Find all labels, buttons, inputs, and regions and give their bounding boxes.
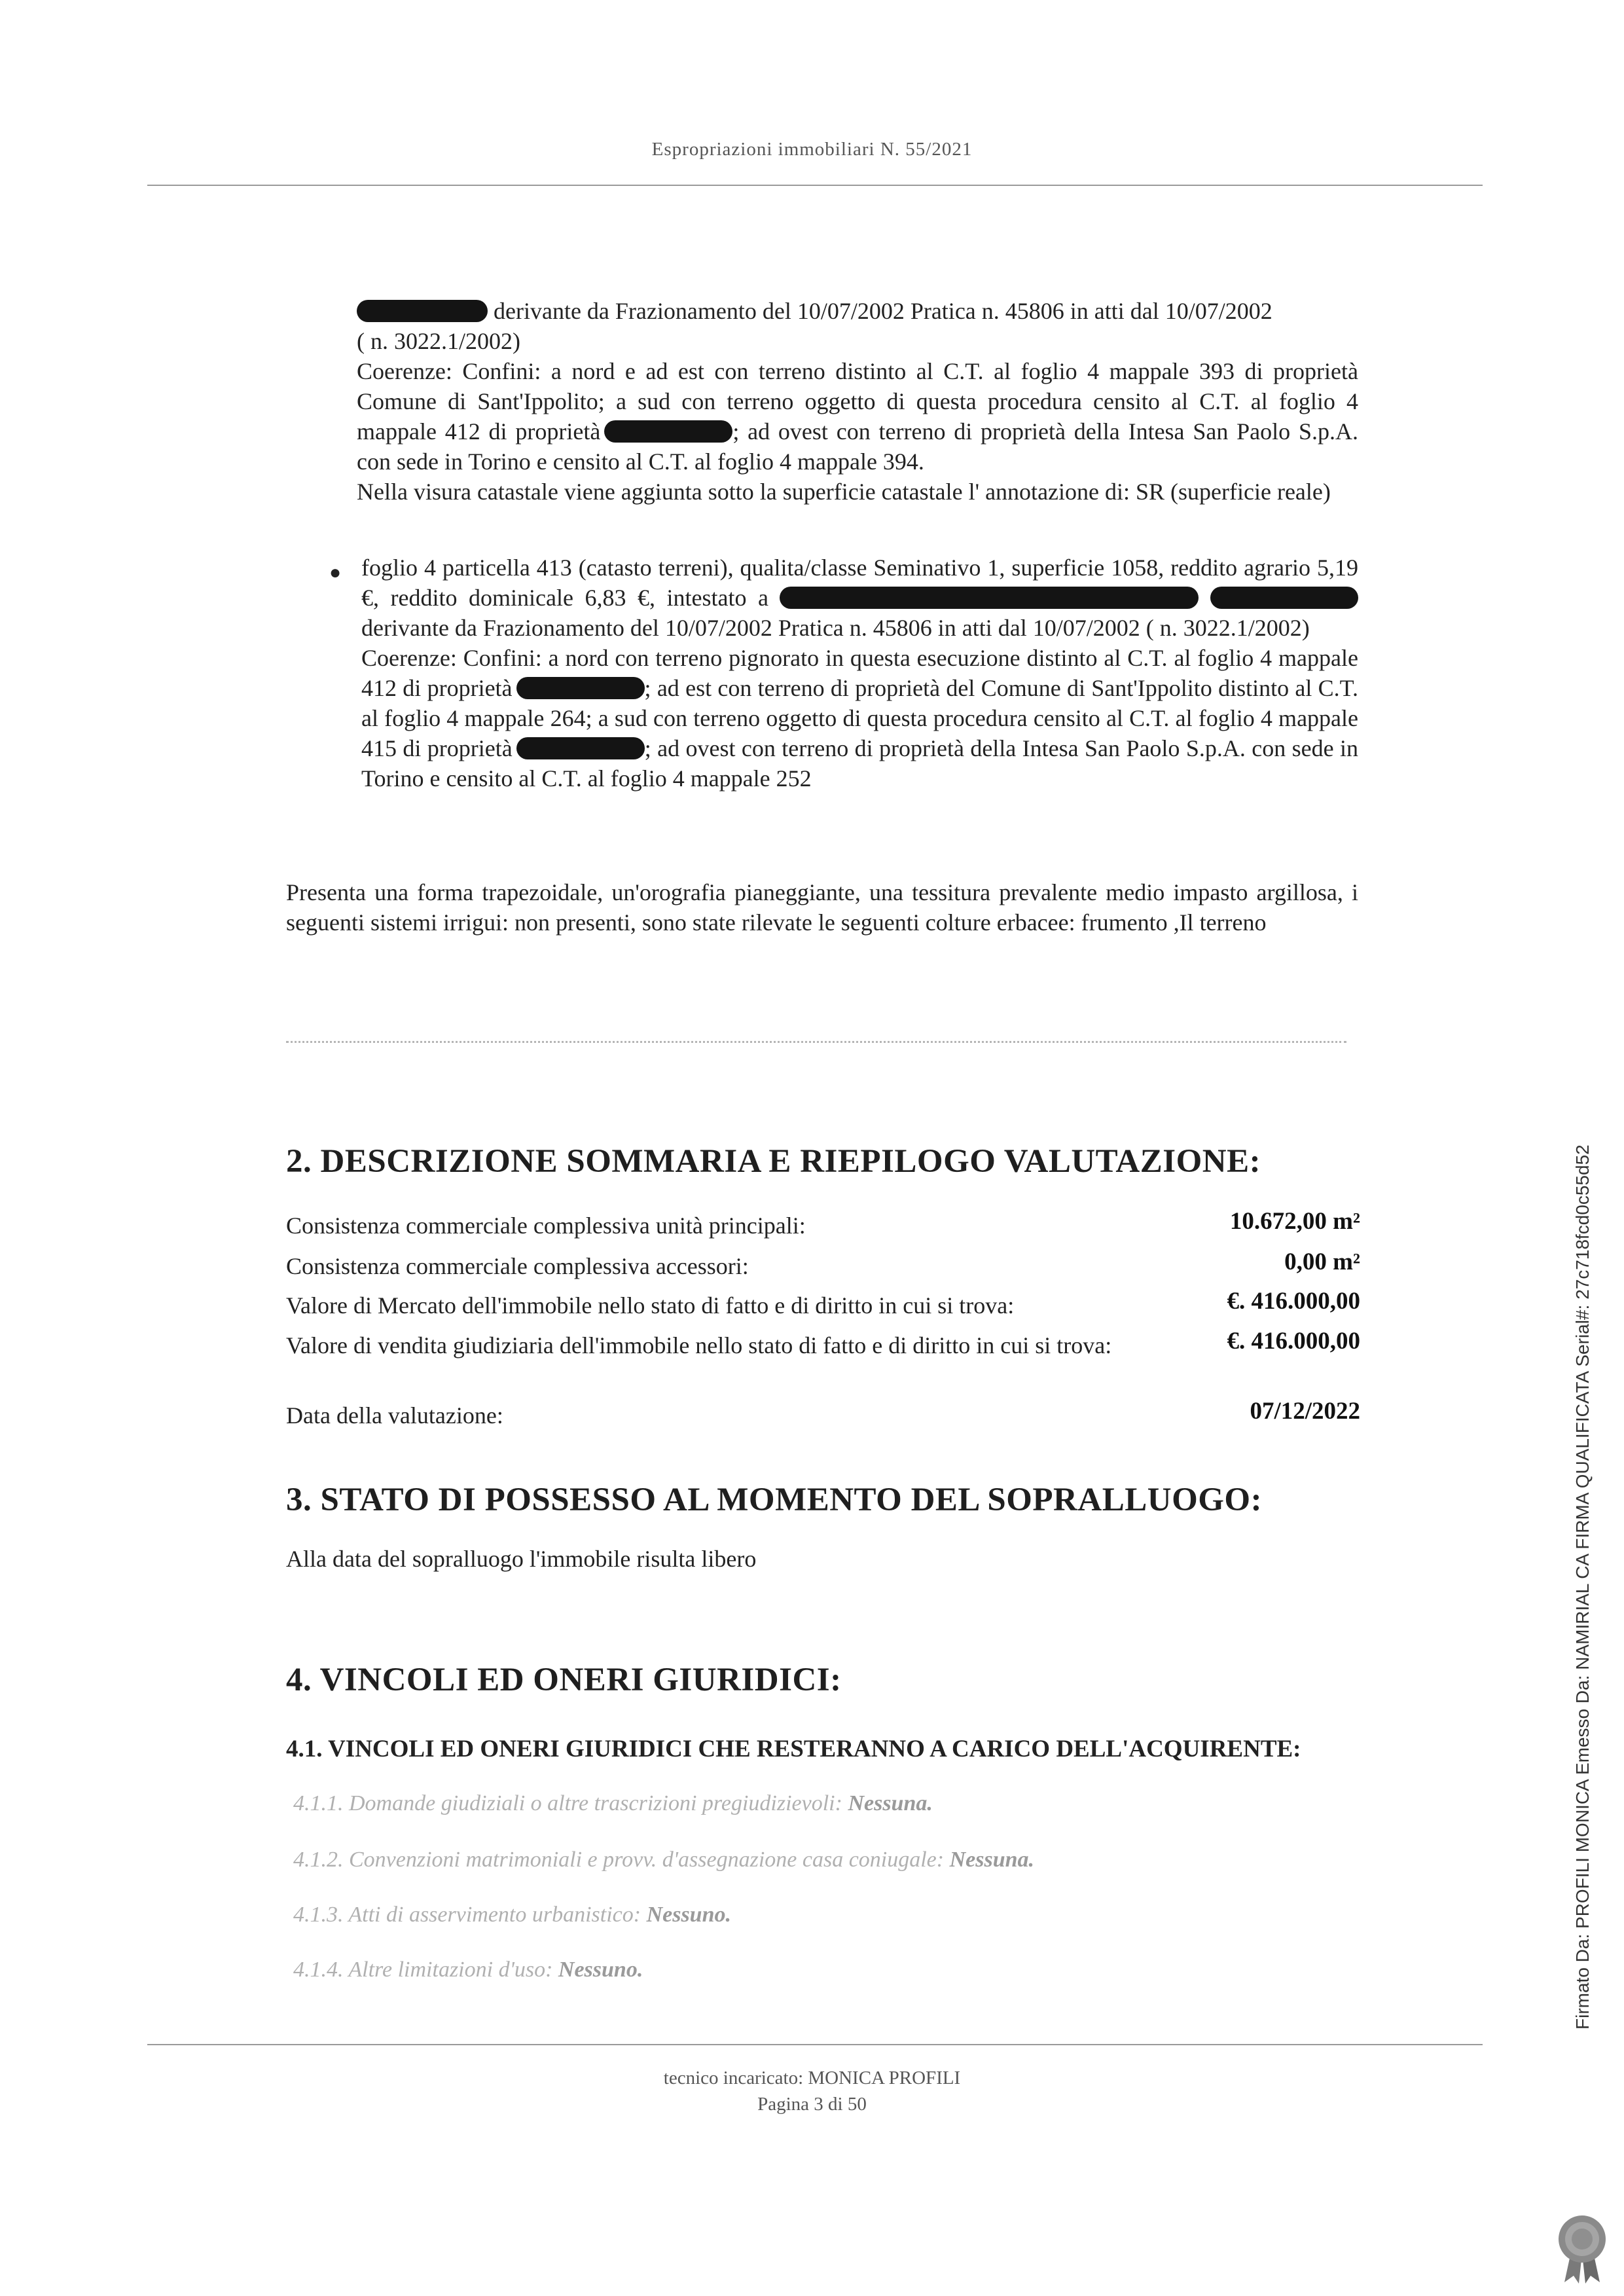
row-label: Valore di Mercato dell'immobile nello stato di fatto e di diritto in cui si trova:: [286, 1292, 1015, 1319]
section-3-text: Alla data del sopralluogo l'immobile risulta libero: [286, 1546, 757, 1572]
row-value: €. 416.000,00: [1227, 1288, 1360, 1315]
vincolo-item: 4.1.2. Convenzioni matrimoniali e provv. d'assegnazione casa coniugale: Nessuna.: [293, 1848, 1035, 1872]
footer-rule: [147, 2044, 1483, 2045]
seal-icon: [1553, 2213, 1612, 2285]
redaction-mark: [1210, 587, 1358, 609]
intro-nota: Nella visura catastale viene aggiunta sotto la superficie catastale l' annotazione di: SR (superficie reale): [357, 479, 1331, 505]
redaction-mark: [516, 677, 645, 699]
section-4-title: 4. VINCOLI ED ONERI GIURIDICI:: [286, 1662, 842, 1698]
vincolo-item: 4.1.4. Altre limitazioni d'uso: Nessuno.: [293, 1958, 643, 1982]
section-4-1-title: 4.1. VINCOLI ED ONERI GIURIDICI CHE RESTERANNO A CARICO DELL'ACQUIRENTE:: [286, 1736, 1301, 1762]
bullet-icon: ●: [329, 562, 342, 583]
redaction-mark: [780, 587, 1199, 609]
row-value: 07/12/2022: [1250, 1398, 1360, 1425]
intro-line-2: ( n. 3022.1/2002): [357, 328, 520, 354]
bullet-paragraph: [361, 553, 1358, 793]
bullet-main: foglio 4 particella 413 (catasto terreni), qualita/classe Seminativo 1, superficie 1058, reddito agrario 5,19 €, reddito dominicale 6,83 €, intestato a derivante da Frazionamento del 10/07/2002 Pratica n. 45806 in atti dal 10/07/2002 ( n. 3022.1/2002): [361, 555, 1358, 641]
bullet-coerenze: Coerenze: Confini: a nord con terreno pignorato in questa esecuzione distinto al C.T. al foglio 4 mappale 412 di proprietà ; ad est con terreno di proprietà del Comune di Sant'Ippolito distinto al C.T. al foglio 4 mappale 264; a sud con terreno oggetto di questa procedura censito al C.T. al foglio 4 mappale 415 di proprietà ; ad ovest con terreno di proprietà della Intesa San Paolo S.p.A. con sede in Torino e censito al C.T. al foglio 4 mappale 252: [361, 645, 1358, 792]
intro-line-1: [357, 296, 1358, 326]
row-label: Consistenza commerciale complessiva accessori:: [286, 1253, 749, 1279]
header-rule: [147, 185, 1483, 186]
intro-paragraph: [357, 296, 1358, 507]
row-label: Consistenza commerciale complessiva unità principali:: [286, 1212, 806, 1239]
intro-line-1-text: derivante da Frazionamento del 10/07/2002 Pratica n. 45806 in atti dal 10/07/2002: [488, 298, 1272, 324]
footer-pagina: Pagina 3 di 50: [757, 2094, 867, 2115]
document-header: Espropriazioni immobiliari N. 55/2021: [651, 139, 973, 160]
redaction-mark: [604, 420, 732, 443]
row-label: Valore di vendita giudiziaria dell'immobile nello stato di fatto e di diritto in cui si trova:: [286, 1332, 1112, 1358]
section-3-title: 3. STATO DI POSSESSO AL MOMENTO DEL SOPRALLUOGO:: [286, 1482, 1263, 1518]
redaction-mark: [516, 737, 645, 759]
row-value: 0,00 m²: [1284, 1248, 1360, 1275]
row-label: Data della valutazione:: [286, 1402, 503, 1429]
presenta-paragraph: Presenta una forma trapezoidale, un'orografia pianeggiante, una tessitura prevalente medio impasto argillosa, i seguenti sistemi irrigui: non presenti, sono state rilevate le seguenti colture erbacee: frumento ,Il terreno: [286, 879, 1358, 936]
row-value: 10.672,00 m²: [1229, 1208, 1360, 1235]
redaction-mark: [357, 300, 488, 322]
intro-coerenze: Coerenze: Confini: a nord e ad est con terreno distinto al C.T. al foglio 4 mappale 393 di proprietà Comune di Sant'Ippolito; a sud con terreno oggetto di questa procedura censito al C.T. al foglio 4 mappale 412 di proprietà ; ad ovest con terreno di proprietà della Intesa San Paolo S.p.A. con sede in Torino e censito al C.T. al foglio 4 mappale 394.: [357, 358, 1358, 475]
row-value: €. 416.000,00: [1227, 1328, 1360, 1355]
section-divider: [286, 1041, 1346, 1043]
vincolo-item: 4.1.1. Domande giudiziali o altre trascrizioni pregiudizievoli: Nessuna.: [293, 1791, 933, 1815]
footer-tecnico: tecnico incaricato: MONICA PROFILI: [663, 2068, 961, 2088]
vincolo-item: 4.1.3. Atti di asservimento urbanistico: Nessuno.: [293, 1903, 732, 1927]
section-2-title: 2. DESCRIZIONE SOMMARIA E RIEPILOGO VALUTAZIONE:: [286, 1143, 1261, 1180]
digital-signature-text: Firmato Da: PROFILI MONICA Emesso Da: NAMIRIAL CA FIRMA QUALIFICATA Serial#: 27c718fcd0c55d52: [1572, 1144, 1593, 2030]
